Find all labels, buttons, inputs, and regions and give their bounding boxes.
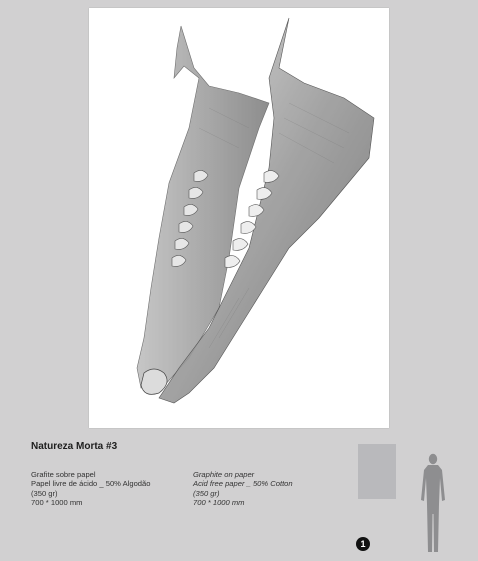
spec-size-en: 700 * 1000 mm: [193, 498, 245, 508]
mandible-drawing: [89, 8, 389, 428]
spec-size-pt: 700 * 1000 mm: [31, 498, 83, 508]
incisors: [141, 369, 167, 394]
spec-medium-en: Graphite on paper: [193, 470, 255, 479]
human-silhouette-icon: [418, 452, 448, 556]
spec-paper-pt: Papel livre de ácido _ 50% Algodão: [31, 479, 151, 489]
scale-number-badge: 1: [356, 537, 370, 551]
scale-frame: [358, 444, 396, 499]
artwork-title: Natureza Morta #3: [31, 441, 118, 452]
specs-english: [193, 470, 293, 508]
spec-weight-en: (350 gr): [193, 488, 220, 498]
spec-paper-en: Acid free paper _ 50% Cotton: [193, 479, 293, 489]
specs-portuguese: [31, 470, 150, 508]
spec-medium-pt: Grafite sobre papel: [31, 470, 96, 479]
artwork-image: [89, 8, 389, 428]
spec-weight-pt: (350 gr): [31, 488, 58, 498]
